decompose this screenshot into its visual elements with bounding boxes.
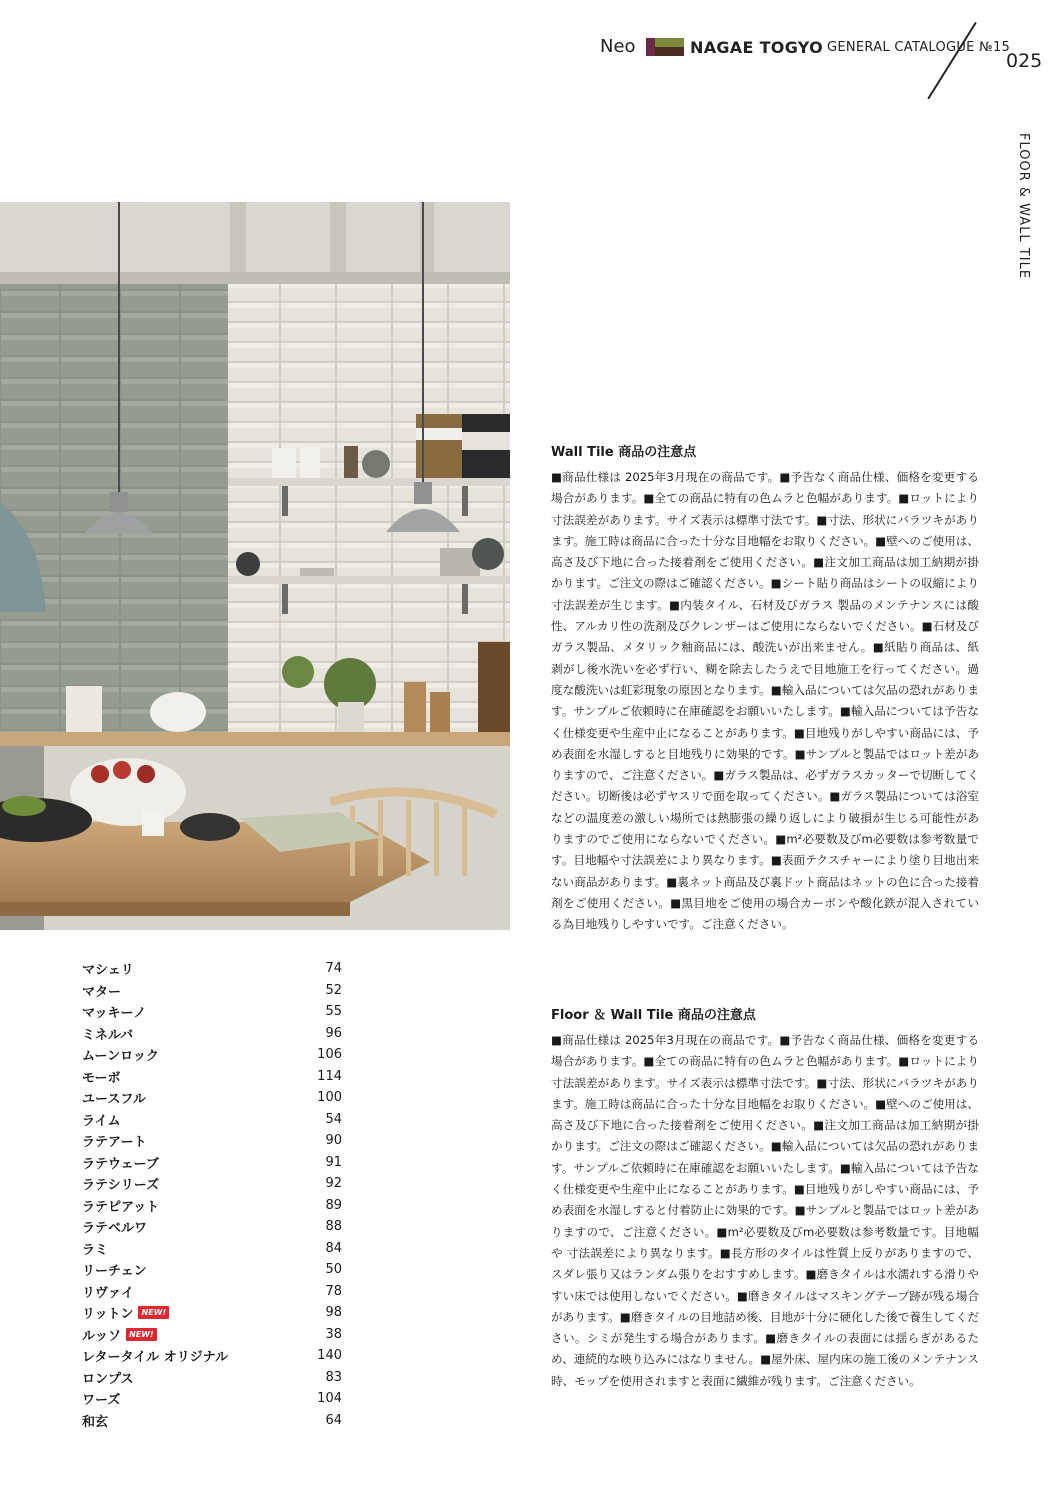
index-page: 106 bbox=[317, 1047, 342, 1063]
index-page: 140 bbox=[317, 1348, 342, 1364]
index-row[interactable] bbox=[82, 1195, 342, 1217]
index-name: ワーズ bbox=[82, 1393, 121, 1409]
floor-notes-title: Floor ＆ Wall Tile 商品の注意点 bbox=[551, 1008, 756, 1023]
index-page: 114 bbox=[317, 1068, 342, 1084]
index-row[interactable] bbox=[82, 1087, 342, 1109]
index-page: 104 bbox=[317, 1391, 342, 1407]
brand-name: NAGAE TOGYO bbox=[690, 38, 824, 57]
index-name: リーチェン bbox=[82, 1264, 147, 1280]
kitchen-photo bbox=[0, 202, 510, 930]
index-name: マター bbox=[82, 984, 122, 1000]
catalogue-title: GENERAL CATALOGUE №15 bbox=[827, 40, 1011, 55]
index-row[interactable] bbox=[82, 1345, 342, 1367]
index-page: 64 bbox=[325, 1412, 342, 1428]
index-row[interactable] bbox=[82, 1109, 342, 1131]
index-page: 50 bbox=[325, 1262, 342, 1278]
index-name: モーボ bbox=[82, 1070, 121, 1086]
index-name: レタータイル オリジナル bbox=[82, 1350, 229, 1366]
index-page: 78 bbox=[325, 1283, 342, 1299]
page-number: 025 bbox=[1006, 50, 1043, 72]
nagae-logo-icon bbox=[646, 38, 684, 56]
index-page: 54 bbox=[325, 1111, 342, 1127]
floor-notes-body: ■商品仕様は 2025年3月現在の商品です。■予告なく商品仕様、価格を変更する場合があります。■全ての商品に特有の色ムラと色幅があります。■ロットにより寸法誤差があります。サイズ表示は標準寸法です。■寸法、形状にバラツキがあります。施工時は商品に合った十分な目地幅をお取りください。■壁へのご使用は、高さ及び下地に合った接着剤をご使用ください。■注文加工商品は加工納期が掛かります。ご注文の際はご確認ください。■輸入品については欠品の恐れがあります。サンプルご依頼時に在庫確認をお願いいたします。■輸入品については予告なく仕様変更や生産中止になることがあります。■目地残りがしやすい商品には、予め表面を水湿しすると付着防止に効果的です。■サンプルと製品ではロット差がありますので、ご注意ください。■m²必要数及びm必要数は参考数量です。目地幅や 寸法誤差により異なります。■長方形のタイルは性質上反りがありますので、スダレ張り又はランダム張りをおすすめします。■磨きタイルは水濡れする滑りやすい床では使用しないでください。■磨きタイルはマスキングテープ跡が残る場合があります。■磨きタイルの目地詰め後、目地が十分に硬化した後で養生してください。シミが発生する場合があります。■磨きタイルの表面には揺らぎがあるため、連続的な映り込みにはなりません。■屋外床、屋内床の施工後のメンテナンス時、モップを使用されますと表面に繊維が残ります。ご注意ください。 bbox=[551, 1033, 979, 1388]
index-page: 74 bbox=[325, 961, 342, 977]
index-name: ムーンロック bbox=[82, 1049, 159, 1065]
wall-tile-notes bbox=[551, 441, 979, 936]
index-name: 和玄 bbox=[82, 1414, 109, 1430]
index-page: 98 bbox=[325, 1305, 342, 1321]
index-row[interactable] bbox=[82, 958, 342, 980]
index-page: 100 bbox=[317, 1090, 342, 1106]
index-name: ラテシリーズ bbox=[82, 1178, 160, 1194]
index-name: ラテピアット bbox=[82, 1199, 160, 1215]
new-badge: NEW! bbox=[126, 1328, 157, 1341]
logo-block-right bbox=[655, 38, 684, 56]
index-row[interactable] bbox=[82, 1281, 342, 1303]
index-row[interactable] bbox=[82, 1216, 342, 1238]
index-name: ミネルバ bbox=[82, 1027, 134, 1043]
index-row[interactable] bbox=[82, 1388, 342, 1410]
index-name: ユースフル bbox=[82, 1092, 146, 1108]
index-row[interactable] bbox=[82, 1152, 342, 1174]
index-page: 90 bbox=[325, 1133, 342, 1149]
index-name: ライム bbox=[82, 1113, 121, 1129]
index-row[interactable] bbox=[82, 1001, 342, 1023]
product-index bbox=[82, 958, 342, 1431]
index-row[interactable] bbox=[82, 1066, 342, 1088]
wall-notes-body: ■商品仕様は 2025年3月現在の商品です。■予告なく商品仕様、価格を変更する場合があります。■全ての商品に特有の色ムラと色幅があります。■ロットにより寸法誤差があります。サイズ表示は標準寸法です。■寸法、形状にバラツキがあります。施工時は商品に合った十分な目地幅をお取りください。■壁へのご使用は、高さ及び下地に合った接着剤をご使用ください。■注文加工商品は加工納期が掛かります。ご注文の際はご確認ください。■シート貼り商品はシートの収縮により寸法誤差が生じます。■内装タイル、石材及びガラス 製品のメンテナンスには酸性、アルカリ性の洗剤及びクレンザーはご使用にならないでください。■石材及びガラス製品、メタリック釉商品には、酸洗いが出来ません。■紙貼り商品は、紙剥がし後水洗いを必ず行い、糊を除去したうえで目地施工を行ってください。過度な酸洗いは虹彩現象の原因となります。■輸入品については欠品の恐れがあります。サンプルご依頼時に在庫確認をお願いいたします。■輸入品については予告なく仕様変更や生産中止になることがあります。■目地残りがしやすい商品には、予め表面を水湿しすると目地残りに効果的です。■サンプルと製品ではロット差がありますので、ご注意ください。■ガラス製品は、必ずガラスカッターで切断してください。切断後は必ずヤスリで面を取ってください。■ガラス製品については浴室などの温度差の激しい場所では熱膨張の繰り返しにより破損が生じる可能性がありますのでご使用にならないでください。■m²必要数及びm必要数は参考数量です。目地幅や寸法誤差により異なります。■表面テクスチャーにより塗り目地出来ない商品があります。■裏ネット商品及び裏ドット商品はネットの色に合った接着剤をご使用ください。■黒目地をご使用の場合カーボンや酸化鉄が混入されている為目地残りしやすいです。ご注意ください。 bbox=[551, 470, 979, 932]
index-row[interactable] bbox=[82, 980, 342, 1002]
index-row[interactable] bbox=[82, 1238, 342, 1260]
section-label: FLOOR & WALL TILE bbox=[1016, 133, 1031, 280]
index-name: リヴァイ bbox=[82, 1285, 134, 1301]
index-row[interactable] bbox=[82, 1130, 342, 1152]
index-row[interactable] bbox=[82, 1259, 342, 1281]
index-row[interactable] bbox=[82, 1302, 342, 1324]
wall-notes-title: Wall Tile 商品の注意点 bbox=[551, 445, 697, 460]
logo-block-top bbox=[655, 38, 684, 47]
index-row[interactable] bbox=[82, 1367, 342, 1389]
page-header bbox=[600, 30, 1062, 60]
index-name: ラテアート bbox=[82, 1135, 147, 1151]
new-badge: NEW! bbox=[138, 1306, 169, 1319]
index-name: ルッソ bbox=[82, 1328, 122, 1344]
logo-block-bottom bbox=[655, 47, 684, 56]
index-page: 89 bbox=[325, 1197, 342, 1213]
logo-block-left bbox=[646, 38, 655, 56]
index-page: 88 bbox=[325, 1219, 342, 1235]
index-page: 52 bbox=[325, 982, 342, 998]
index-name: マッキーノ bbox=[82, 1006, 147, 1022]
index-page: 83 bbox=[325, 1369, 342, 1385]
index-row[interactable] bbox=[82, 1044, 342, 1066]
index-page: 84 bbox=[325, 1240, 342, 1256]
index-row[interactable] bbox=[82, 1410, 342, 1432]
index-page: 38 bbox=[325, 1326, 342, 1342]
index-name: ラテウェーブ bbox=[82, 1156, 159, 1172]
index-name: ロンプス bbox=[82, 1371, 134, 1387]
floor-wall-tile-notes bbox=[551, 1004, 979, 1392]
index-row[interactable] bbox=[82, 1173, 342, 1195]
brand-neo: Neo bbox=[600, 36, 636, 57]
index-page: 92 bbox=[325, 1176, 342, 1192]
index-name: ラテベルワ bbox=[82, 1221, 148, 1237]
index-page: 96 bbox=[325, 1025, 342, 1041]
index-name: マシェリ bbox=[82, 963, 134, 979]
index-row[interactable] bbox=[82, 1324, 342, 1346]
index-page: 55 bbox=[325, 1004, 342, 1020]
index-row[interactable] bbox=[82, 1023, 342, 1045]
index-name: ラミ bbox=[82, 1242, 109, 1258]
index-name: リットン bbox=[82, 1307, 134, 1323]
index-page: 91 bbox=[325, 1154, 342, 1170]
